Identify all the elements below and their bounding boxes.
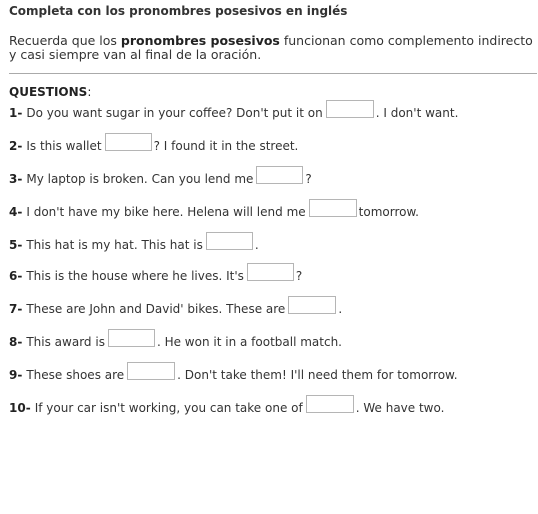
answer-input-1[interactable] <box>326 100 374 118</box>
question-5 <box>9 232 259 252</box>
question-text-after: ? I found it in the street. <box>153 139 299 153</box>
question-8 <box>9 329 342 349</box>
question-text-before: If your car isn't working, you can take one of <box>34 401 303 415</box>
instructions-text-after: funcionan como complemento indirecto y casi siempre van al final de la oración. <box>9 33 533 62</box>
answer-input-3[interactable] <box>256 166 303 184</box>
instructions-bold-term: pronombres posesivos <box>120 33 280 48</box>
question-number: 3- <box>9 172 23 186</box>
question-number: 5- <box>9 238 23 252</box>
answer-input-7[interactable] <box>288 296 336 314</box>
question-text-before: Do you want sugar in your coffee? Don't put it on <box>26 106 323 120</box>
question-number: 8- <box>9 335 23 349</box>
section-divider <box>9 73 537 74</box>
question-number: 6- <box>9 269 23 283</box>
question-1 <box>9 100 458 120</box>
questions-heading <box>9 85 91 99</box>
question-text-after: . <box>254 238 259 252</box>
question-number: 10- <box>9 401 31 415</box>
answer-input-2[interactable] <box>105 133 152 151</box>
answer-input-5[interactable] <box>206 232 253 250</box>
question-text-before: This award is <box>26 335 105 349</box>
answer-input-6[interactable] <box>247 263 294 281</box>
answer-input-4[interactable] <box>309 199 357 217</box>
question-10 <box>9 395 444 415</box>
answer-input-9[interactable] <box>127 362 175 380</box>
question-number: 2- <box>9 139 23 153</box>
question-text-after: . Don't take them! I'll need them for tomorrow. <box>177 368 458 382</box>
question-text-before: My laptop is broken. Can you lend me <box>26 172 254 186</box>
answer-input-8[interactable] <box>108 329 155 347</box>
question-3 <box>9 166 312 186</box>
question-text-after: . <box>338 302 343 316</box>
question-text-before: This hat is my hat. This hat is <box>26 238 203 252</box>
answer-input-10[interactable] <box>306 395 354 413</box>
question-number: 4- <box>9 205 23 219</box>
question-number: 9- <box>9 368 23 382</box>
instructions-text-before: Recuerda que los <box>9 33 121 48</box>
question-text-before: Is this wallet <box>26 139 102 153</box>
questions-heading-label: QUESTIONS <box>9 85 88 99</box>
question-text-before: I don't have my bike here. Helena will lend me <box>26 205 306 219</box>
question-7 <box>9 296 342 316</box>
question-2 <box>9 133 298 153</box>
question-9 <box>9 362 458 382</box>
instructions-paragraph <box>9 34 534 62</box>
question-text-before: These are John and David' bikes. These are <box>26 302 286 316</box>
question-text-before: This is the house where he lives. It's <box>26 269 244 283</box>
question-6 <box>9 263 302 283</box>
question-number: 1- <box>9 106 23 120</box>
question-text-after: tomorrow. <box>358 205 419 219</box>
question-text-after: ? <box>305 172 312 186</box>
question-text-after: . He won it in a football match. <box>156 335 342 349</box>
question-text-before: These shoes are <box>26 368 125 382</box>
page-title: Completa con los pronombres posesivos en inglés <box>9 4 348 18</box>
question-number: 7- <box>9 302 23 316</box>
question-text-after: . I don't want. <box>375 106 459 120</box>
question-text-after: ? <box>295 269 303 283</box>
question-text-after: . We have two. <box>355 401 445 415</box>
question-4 <box>9 199 419 219</box>
questions-heading-colon: : <box>87 85 92 99</box>
